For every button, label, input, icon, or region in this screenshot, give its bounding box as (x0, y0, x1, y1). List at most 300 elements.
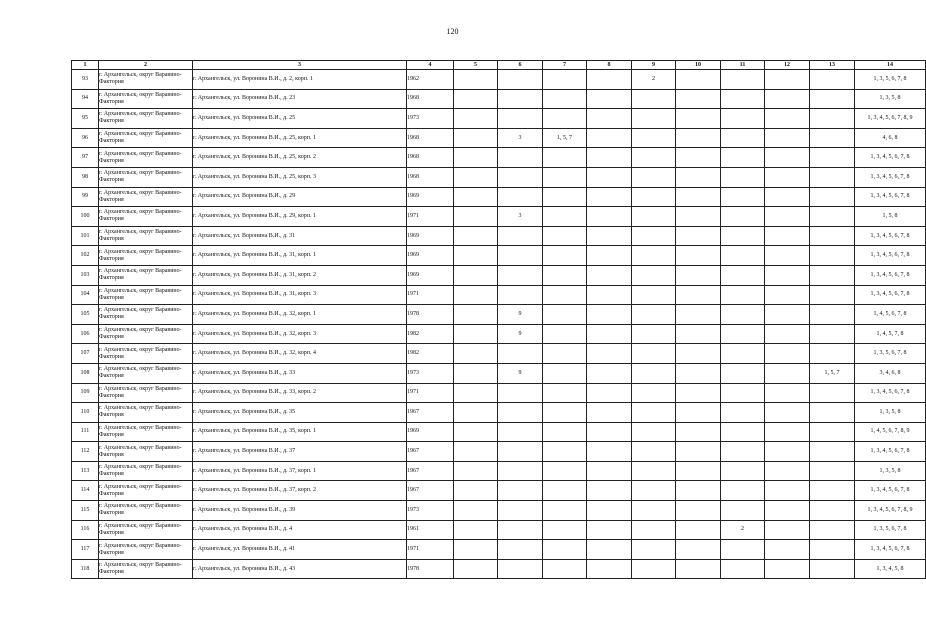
col-8-cell (587, 324, 632, 344)
col-13-cell (810, 207, 855, 227)
col-6-cell (498, 559, 543, 579)
col-11-cell (721, 89, 765, 109)
address-cell: г. Архангельск, ул. Воронина В.И., д. 25, корп. 1 (193, 128, 407, 148)
col-13-cell (810, 520, 855, 540)
col-9-cell (632, 403, 676, 423)
col-5-cell (454, 403, 498, 423)
col-10-cell (676, 246, 721, 266)
district-cell: г. Архангельск, округ Варавино-Фактория (99, 403, 193, 423)
table-row (72, 187, 926, 207)
row-number-cell: 94 (72, 89, 99, 109)
col-7-cell (543, 481, 587, 501)
col-10-cell (676, 481, 721, 501)
col-6-cell (498, 246, 543, 266)
address-cell: г. Архангельск, ул. Воронина В.И., д. 37, корп. 1 (193, 461, 407, 481)
col-10-cell (676, 187, 721, 207)
district-cell: г. Архангельск, округ Варавино-Фактория (99, 324, 193, 344)
col-12-cell (765, 520, 810, 540)
col-13-cell (810, 461, 855, 481)
col-5-cell (454, 246, 498, 266)
col-11-cell (721, 461, 765, 481)
district-cell: г. Архангельск, округ Варавино-Фактория (99, 442, 193, 462)
col-13-cell (810, 540, 855, 560)
address-cell: г. Архангельск, ул. Воронина В.И., д. 31 (193, 226, 407, 246)
col-13-cell (810, 128, 855, 148)
column-header-12: 12 (765, 61, 810, 70)
col-5-cell (454, 109, 498, 129)
year-cell: 1969 (407, 265, 454, 285)
col-13-cell: 1, 5, 7 (810, 363, 855, 383)
column-header-6: 6 (498, 61, 543, 70)
col-12-cell (765, 148, 810, 168)
col-7-cell (543, 207, 587, 227)
col-14-cell: 1, 3, 4, 5, 6, 7, 8 (855, 187, 926, 207)
col-8-cell (587, 540, 632, 560)
col-9-cell (632, 167, 676, 187)
col-10-cell (676, 559, 721, 579)
col-11-cell (721, 324, 765, 344)
address-cell: г. Архангельск, ул. Воронина В.И., д. 32, корп. 4 (193, 344, 407, 364)
col-5-cell (454, 324, 498, 344)
year-cell: 1973 (407, 363, 454, 383)
col-10-cell (676, 520, 721, 540)
year-cell: 1971 (407, 383, 454, 403)
col-10-cell (676, 128, 721, 148)
year-cell: 1969 (407, 422, 454, 442)
district-cell: г. Архангельск, округ Варавино-Фактория (99, 207, 193, 227)
row-number-cell: 93 (72, 70, 99, 90)
col-13-cell (810, 403, 855, 423)
district-cell: г. Архангельск, округ Варавино-Фактория (99, 501, 193, 521)
table-row (72, 481, 926, 501)
col-6-cell: 3 (498, 128, 543, 148)
col-8-cell (587, 187, 632, 207)
table-row (72, 265, 926, 285)
col-5-cell (454, 520, 498, 540)
col-14-cell: 1, 3, 4, 5, 6, 7, 8 (855, 285, 926, 305)
col-5-cell (454, 148, 498, 168)
col-13-cell (810, 70, 855, 90)
col-11-cell (721, 363, 765, 383)
col-13-cell (810, 265, 855, 285)
row-number-cell: 96 (72, 128, 99, 148)
district-cell: г. Архангельск, округ Варавино-Фактория (99, 363, 193, 383)
table-row (72, 246, 926, 266)
column-header-5: 5 (454, 61, 498, 70)
col-6-cell: 9 (498, 324, 543, 344)
table-row (72, 167, 926, 187)
col-12-cell (765, 363, 810, 383)
address-cell: г. Архангельск, ул. Воронина В.И., д. 29 (193, 187, 407, 207)
col-11-cell: 2 (721, 520, 765, 540)
col-12-cell (765, 246, 810, 266)
col-12-cell (765, 559, 810, 579)
year-cell: 1969 (407, 246, 454, 266)
col-12-cell (765, 383, 810, 403)
col-7-cell (543, 422, 587, 442)
col-14-cell: 1, 4, 5, 6, 7, 8 (855, 305, 926, 325)
col-9-cell (632, 442, 676, 462)
table-row (72, 383, 926, 403)
address-cell: г. Архангельск, ул. Воронина В.И., д. 2, корп. 1 (193, 70, 407, 90)
col-14-cell: 1, 3, 4, 5, 6, 7, 8 (855, 167, 926, 187)
col-7-cell (543, 324, 587, 344)
col-13-cell (810, 226, 855, 246)
year-cell: 1978 (407, 305, 454, 325)
col-11-cell (721, 501, 765, 521)
col-7-cell (543, 559, 587, 579)
district-cell: г. Архангельск, округ Варавино-Фактория (99, 520, 193, 540)
col-10-cell (676, 148, 721, 168)
col-7-cell (543, 285, 587, 305)
table-row (72, 89, 926, 109)
table-row (72, 324, 926, 344)
col-14-cell: 1, 4, 5, 6, 7, 8, 9 (855, 422, 926, 442)
table-row (72, 501, 926, 521)
table-row (72, 520, 926, 540)
address-cell: г. Архангельск, ул. Воронина В.И., д. 35, корп. 1 (193, 422, 407, 442)
col-8-cell (587, 501, 632, 521)
col-6-cell: 3 (498, 207, 543, 227)
row-number-cell: 113 (72, 461, 99, 481)
col-9-cell (632, 128, 676, 148)
col-5-cell (454, 540, 498, 560)
district-cell: г. Архангельск, округ Варавино-Фактория (99, 305, 193, 325)
col-6-cell (498, 422, 543, 442)
col-12-cell (765, 70, 810, 90)
table-row (72, 285, 926, 305)
year-cell: 1962 (407, 70, 454, 90)
col-10-cell (676, 207, 721, 227)
year-cell: 1967 (407, 442, 454, 462)
col-6-cell (498, 481, 543, 501)
row-number-cell: 99 (72, 187, 99, 207)
col-6-cell (498, 226, 543, 246)
table-row (72, 207, 926, 227)
col-6-cell (498, 383, 543, 403)
address-cell: г. Архангельск, ул. Воронина В.И., д. 31, корп. 1 (193, 246, 407, 266)
col-11-cell (721, 559, 765, 579)
col-14-cell: 1, 3, 5, 8 (855, 403, 926, 423)
row-number-cell: 116 (72, 520, 99, 540)
col-8-cell (587, 363, 632, 383)
col-7-cell (543, 442, 587, 462)
col-9-cell (632, 520, 676, 540)
column-header-3: 3 (193, 61, 407, 70)
address-cell: г. Архангельск, ул. Воронина В.И., д. 32, корп. 3 (193, 324, 407, 344)
col-13-cell (810, 89, 855, 109)
col-10-cell (676, 305, 721, 325)
col-13-cell (810, 383, 855, 403)
col-10-cell (676, 501, 721, 521)
address-cell: г. Архангельск, ул. Воронина В.И., д. 39 (193, 501, 407, 521)
col-14-cell: 1, 3, 5, 8 (855, 89, 926, 109)
table-row (72, 148, 926, 168)
col-10-cell (676, 422, 721, 442)
col-8-cell (587, 226, 632, 246)
col-8-cell (587, 70, 632, 90)
row-number-cell: 105 (72, 305, 99, 325)
col-11-cell (721, 481, 765, 501)
col-12-cell (765, 187, 810, 207)
row-number-cell: 117 (72, 540, 99, 560)
col-9-cell (632, 540, 676, 560)
address-cell: г. Архангельск, ул. Воронина В.И., д. 43 (193, 559, 407, 579)
col-5-cell (454, 167, 498, 187)
col-6-cell (498, 501, 543, 521)
column-header-13: 13 (810, 61, 855, 70)
col-11-cell (721, 383, 765, 403)
col-10-cell (676, 265, 721, 285)
col-11-cell (721, 265, 765, 285)
col-7-cell (543, 265, 587, 285)
col-7-cell (543, 501, 587, 521)
address-cell: г. Архангельск, ул. Воронина В.И., д. 41 (193, 540, 407, 560)
col-12-cell (765, 442, 810, 462)
col-9-cell (632, 363, 676, 383)
col-8-cell (587, 285, 632, 305)
col-8-cell (587, 207, 632, 227)
address-cell: г. Архангельск, ул. Воронина В.И., д. 37 (193, 442, 407, 462)
col-12-cell (765, 305, 810, 325)
col-8-cell (587, 109, 632, 129)
year-cell: 1969 (407, 226, 454, 246)
col-6-cell: 9 (498, 305, 543, 325)
col-11-cell (721, 422, 765, 442)
col-7-cell (543, 167, 587, 187)
district-cell: г. Архангельск, округ Варавино-Фактория (99, 461, 193, 481)
col-8-cell (587, 442, 632, 462)
table-row (72, 559, 926, 579)
col-6-cell (498, 461, 543, 481)
col-14-cell: 1, 3, 5, 8 (855, 461, 926, 481)
row-number-cell: 97 (72, 148, 99, 168)
table-row (72, 70, 926, 90)
table-row (72, 442, 926, 462)
col-13-cell (810, 167, 855, 187)
col-6-cell (498, 70, 543, 90)
col-8-cell (587, 148, 632, 168)
col-8-cell (587, 520, 632, 540)
col-13-cell (810, 305, 855, 325)
col-10-cell (676, 285, 721, 305)
col-11-cell (721, 344, 765, 364)
col-11-cell (721, 226, 765, 246)
address-cell: г. Архангельск, ул. Воронина В.И., д. 37, корп. 2 (193, 481, 407, 501)
col-11-cell (721, 128, 765, 148)
col-13-cell (810, 285, 855, 305)
col-14-cell: 1, 3, 5, 6, 7, 8 (855, 344, 926, 364)
district-cell: г. Архангельск, округ Варавино-Фактория (99, 128, 193, 148)
col-5-cell (454, 383, 498, 403)
district-cell: г. Архангельск, округ Варавино-Фактория (99, 344, 193, 364)
district-cell: г. Архангельск, округ Варавино-Фактория (99, 89, 193, 109)
row-number-cell: 100 (72, 207, 99, 227)
col-6-cell (498, 520, 543, 540)
row-number-cell: 115 (72, 501, 99, 521)
col-14-cell: 1, 3, 4, 5, 6, 7, 8 (855, 540, 926, 560)
row-number-cell: 112 (72, 442, 99, 462)
col-5-cell (454, 265, 498, 285)
col-14-cell: 1, 4, 5, 7, 8 (855, 324, 926, 344)
col-12-cell (765, 422, 810, 442)
year-cell: 1967 (407, 461, 454, 481)
col-9-cell (632, 344, 676, 364)
col-7-cell: 1, 5, 7 (543, 128, 587, 148)
col-12-cell (765, 481, 810, 501)
col-11-cell (721, 187, 765, 207)
col-9-cell (632, 559, 676, 579)
year-cell: 1969 (407, 187, 454, 207)
col-12-cell (765, 207, 810, 227)
col-5-cell (454, 442, 498, 462)
col-6-cell (498, 89, 543, 109)
year-cell: 1978 (407, 559, 454, 579)
row-number-cell: 110 (72, 403, 99, 423)
row-number-cell: 103 (72, 265, 99, 285)
col-7-cell (543, 89, 587, 109)
col-10-cell (676, 109, 721, 129)
col-14-cell: 1, 5, 8 (855, 207, 926, 227)
col-7-cell (543, 305, 587, 325)
col-5-cell (454, 70, 498, 90)
page-number: 120 (446, 27, 459, 36)
year-cell: 1971 (407, 540, 454, 560)
col-12-cell (765, 324, 810, 344)
col-14-cell: 1, 3, 4, 5, 6, 7, 8, 9 (855, 109, 926, 129)
year-cell: 1968 (407, 167, 454, 187)
col-9-cell (632, 265, 676, 285)
year-cell: 1967 (407, 481, 454, 501)
col-9-cell (632, 481, 676, 501)
col-13-cell (810, 422, 855, 442)
col-12-cell (765, 226, 810, 246)
col-7-cell (543, 383, 587, 403)
col-9-cell (632, 187, 676, 207)
col-7-cell (543, 403, 587, 423)
col-9-cell (632, 207, 676, 227)
col-14-cell: 1, 3, 4, 5, 6, 7, 8 (855, 442, 926, 462)
col-5-cell (454, 285, 498, 305)
col-14-cell: 1, 3, 4, 5, 6, 7, 8 (855, 246, 926, 266)
row-number-cell: 107 (72, 344, 99, 364)
year-cell: 1968 (407, 128, 454, 148)
row-number-cell: 111 (72, 422, 99, 442)
year-cell: 1968 (407, 89, 454, 109)
column-header-4: 4 (407, 61, 454, 70)
district-cell: г. Архангельск, округ Варавино-Фактория (99, 70, 193, 90)
col-9-cell (632, 89, 676, 109)
column-header-14: 14 (855, 61, 926, 70)
col-8-cell (587, 265, 632, 285)
column-header-8: 8 (587, 61, 632, 70)
year-cell: 1961 (407, 520, 454, 540)
district-cell: г. Архангельск, округ Варавино-Фактория (99, 265, 193, 285)
col-5-cell (454, 363, 498, 383)
col-7-cell (543, 461, 587, 481)
address-cell: г. Архангельск, ул. Воронина В.И., д. 29, корп. 1 (193, 207, 407, 227)
table-row (72, 128, 926, 148)
register-table (71, 60, 926, 579)
year-cell: 1973 (407, 501, 454, 521)
table-row (72, 461, 926, 481)
col-11-cell (721, 167, 765, 187)
col-5-cell (454, 305, 498, 325)
district-cell: г. Архангельск, округ Варавино-Фактория (99, 167, 193, 187)
address-cell: г. Архангельск, ул. Воронина В.И., д. 35 (193, 403, 407, 423)
col-8-cell (587, 305, 632, 325)
col-8-cell (587, 383, 632, 403)
col-5-cell (454, 207, 498, 227)
year-cell: 1968 (407, 148, 454, 168)
col-7-cell (543, 226, 587, 246)
col-10-cell (676, 383, 721, 403)
year-cell: 1973 (407, 109, 454, 129)
row-number-cell: 101 (72, 226, 99, 246)
year-cell: 1967 (407, 403, 454, 423)
col-6-cell (498, 403, 543, 423)
col-14-cell: 3, 4, 6, 8 (855, 363, 926, 383)
row-number-cell: 118 (72, 559, 99, 579)
col-7-cell (543, 344, 587, 364)
row-number-cell: 104 (72, 285, 99, 305)
table-row (72, 540, 926, 560)
col-8-cell (587, 559, 632, 579)
district-cell: г. Архангельск, округ Варавино-Фактория (99, 285, 193, 305)
col-14-cell: 1, 3, 4, 5, 6, 7, 8, 9 (855, 501, 926, 521)
col-11-cell (721, 305, 765, 325)
col-13-cell (810, 246, 855, 266)
col-7-cell (543, 520, 587, 540)
col-5-cell (454, 187, 498, 207)
col-8-cell (587, 128, 632, 148)
row-number-cell: 108 (72, 363, 99, 383)
table-row (72, 226, 926, 246)
col-12-cell (765, 167, 810, 187)
col-9-cell (632, 422, 676, 442)
col-12-cell (765, 540, 810, 560)
address-cell: г. Архангельск, ул. Воронина В.И., д. 25, корп. 2 (193, 148, 407, 168)
col-12-cell (765, 109, 810, 129)
table-row (72, 403, 926, 423)
district-cell: г. Архангельск, округ Варавино-Фактория (99, 540, 193, 560)
col-14-cell: 1, 3, 4, 5, 6, 7, 8 (855, 265, 926, 285)
col-13-cell (810, 481, 855, 501)
address-cell: г. Архангельск, ул. Воронина В.И., д. 31, корп. 3 (193, 285, 407, 305)
col-14-cell: 4, 6, 8 (855, 128, 926, 148)
col-8-cell (587, 89, 632, 109)
col-11-cell (721, 70, 765, 90)
table-row (72, 422, 926, 442)
year-cell: 1982 (407, 324, 454, 344)
year-cell: 1971 (407, 285, 454, 305)
col-6-cell (498, 442, 543, 462)
col-5-cell (454, 226, 498, 246)
col-13-cell (810, 344, 855, 364)
col-14-cell: 1, 3, 4, 5, 6, 7, 8 (855, 383, 926, 403)
district-cell: г. Архангельск, округ Варавино-Фактория (99, 109, 193, 129)
col-13-cell (810, 501, 855, 521)
col-9-cell (632, 226, 676, 246)
col-11-cell (721, 207, 765, 227)
col-7-cell (543, 187, 587, 207)
col-9-cell (632, 305, 676, 325)
address-cell: г. Архангельск, ул. Воронина В.И., д. 32, корп. 1 (193, 305, 407, 325)
address-cell: г. Архангельск, ул. Воронина В.И., д. 31, корп. 2 (193, 265, 407, 285)
col-9-cell (632, 383, 676, 403)
address-cell: г. Архангельск, ул. Воронина В.И., д. 33 (193, 363, 407, 383)
address-cell: г. Архангельск, ул. Воронина В.И., д. 25, корп. 3 (193, 167, 407, 187)
